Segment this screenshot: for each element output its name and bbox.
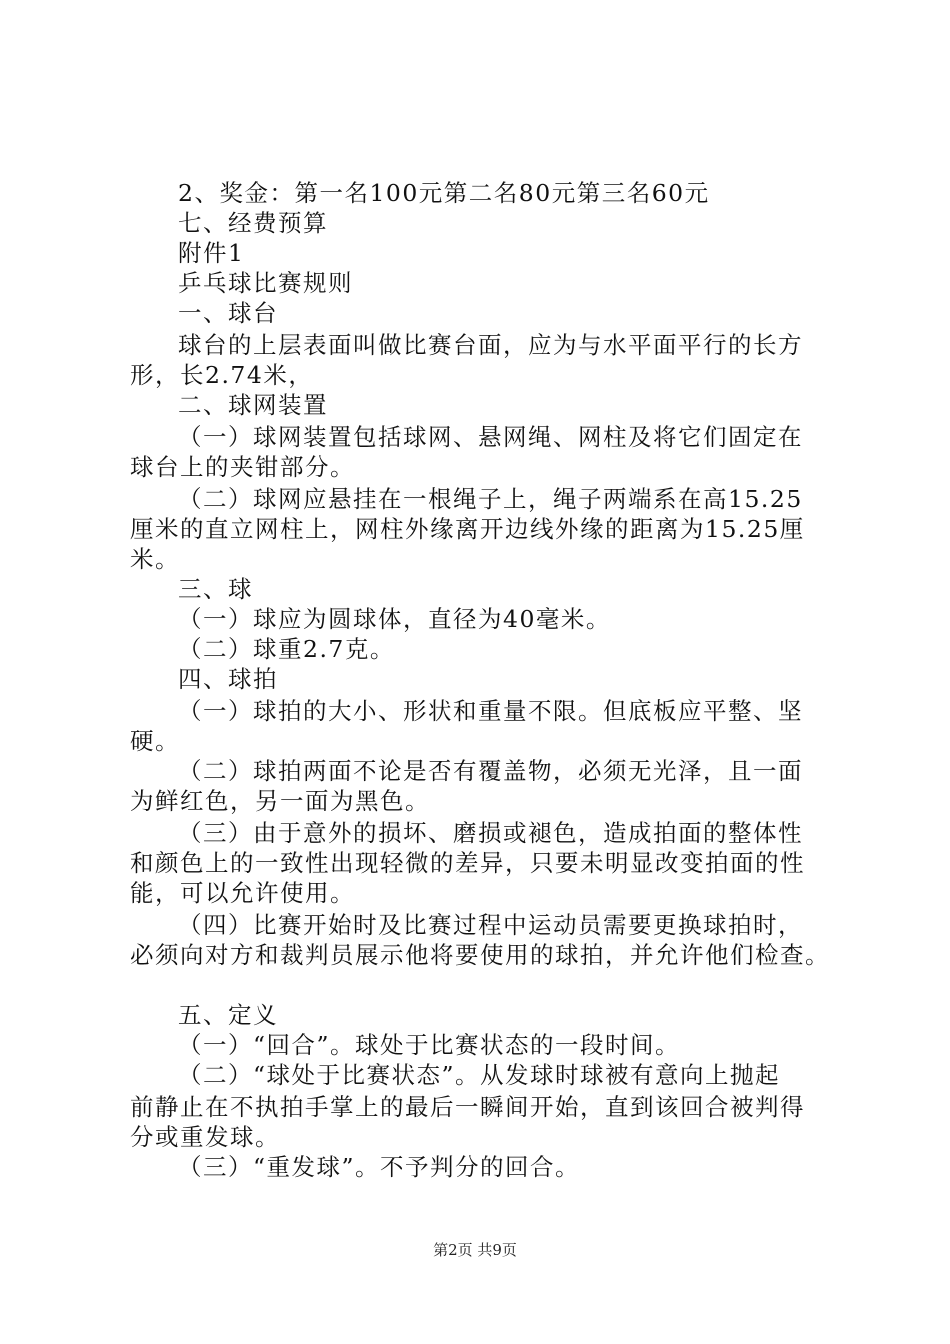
text-line: 五、定义 — [178, 1001, 278, 1029]
text-line: （一）球应为圆球体，直径为40毫米。 — [178, 605, 611, 633]
text-line: （二）球拍两面不论是否有覆盖物，必须无光泽，且一面 — [178, 757, 803, 785]
text-line: 硬。 — [130, 727, 180, 755]
text-line: 一、球台 — [178, 299, 278, 327]
text-line: （二）球重2.7克。 — [178, 635, 395, 663]
text-line: （三）由于意外的损坏、磨损或褪色，造成拍面的整体性 — [178, 819, 803, 847]
text-line: 为鲜红色，另一面为黑色。 — [130, 787, 430, 815]
text-line: （一）球拍的大小、形状和重量不限。但底板应平整、坚 — [178, 697, 803, 725]
text-line: 附件1 — [178, 239, 245, 267]
text-line: 能，可以允许使用。 — [130, 879, 355, 907]
text-line: （二）“球处于比赛状态”。从发球时球被有意向上抛起 — [178, 1061, 781, 1089]
text-line: （一）“回合”。球处于比赛状态的一段时间。 — [178, 1031, 681, 1059]
text-line: 球台上的夹钳部分。 — [130, 453, 355, 481]
text-line: （二）球网应悬挂在一根绳子上，绳子两端系在高15.25 — [178, 485, 803, 513]
text-line: 米。 — [130, 545, 180, 573]
text-line: 四、球拍 — [178, 665, 278, 693]
text-line: 形，长2.74米， — [130, 361, 314, 389]
text-line: 乒乓球比赛规则 — [178, 269, 353, 297]
text-line: 和颜色上的一致性出现轻微的差异，只要未明显改变拍面的性 — [130, 849, 805, 877]
text-line: 厘米的直立网柱上，网柱外缘离开边线外缘的距离为15.25厘 — [130, 515, 805, 543]
page-number-footer: 第2页 共9页 — [433, 1241, 517, 1259]
text-line: 2、奖金：第一名100元第二名80元第三名60元 — [178, 179, 710, 207]
text-line: 前静止在不执拍手掌上的最后一瞬间开始，直到该回合被判得 — [130, 1093, 805, 1121]
text-line: （四）比赛开始时及比赛过程中运动员需要更换球拍时， — [178, 911, 803, 939]
text-line: 分或重发球。 — [130, 1123, 280, 1151]
text-line: 七、经费预算 — [178, 209, 328, 237]
text-line: 三、球 — [178, 575, 253, 603]
text-line: （三）“重发球”。不予判分的回合。 — [178, 1153, 581, 1181]
text-line: 球台的上层表面叫做比赛台面，应为与水平面平行的长方 — [178, 331, 803, 359]
text-line: 必须向对方和裁判员展示他将要使用的球拍，并允许他们检查。 — [130, 941, 830, 969]
text-line: （一）球网装置包括球网、悬网绳、网柱及将它们固定在 — [178, 423, 803, 451]
text-line: 二、球网装置 — [178, 391, 328, 419]
